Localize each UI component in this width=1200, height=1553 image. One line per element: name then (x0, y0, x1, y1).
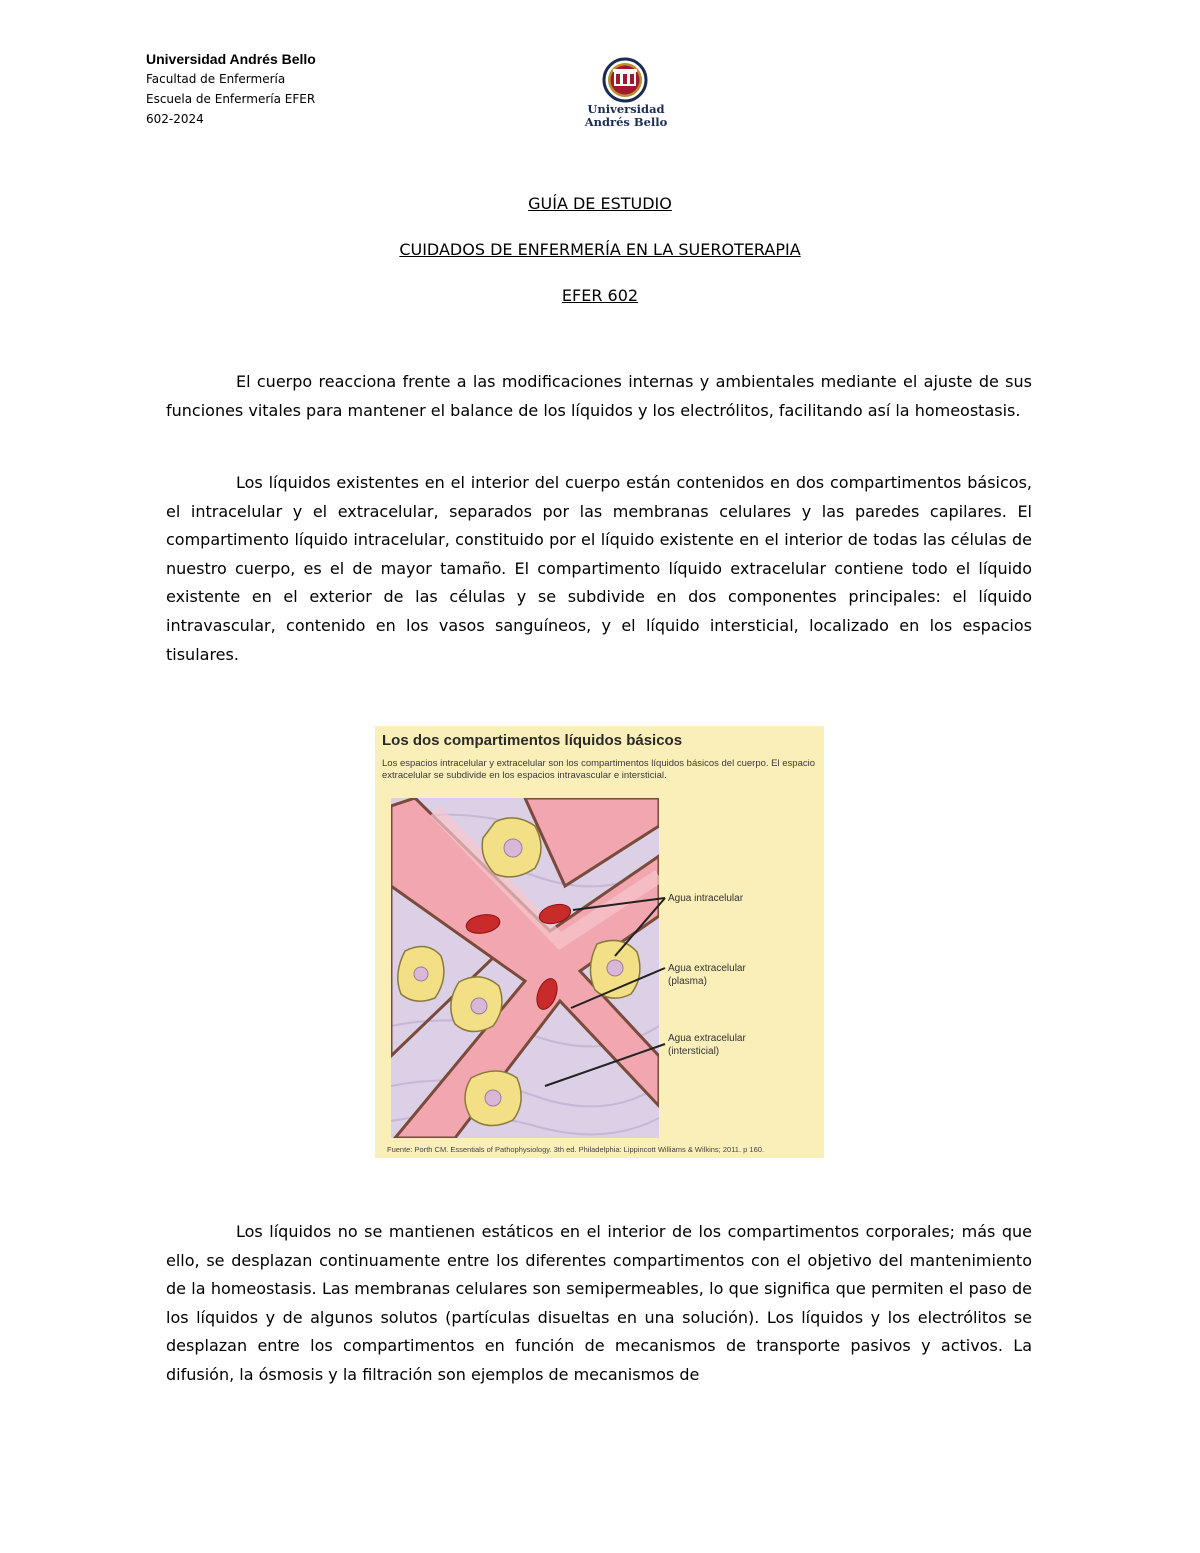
document-subtitle: CUIDADOS DE ENFERMERÍA EN LA SUEROTERAPIA (399, 240, 801, 259)
compartments-illustration (375, 726, 824, 1158)
university-logo (583, 54, 673, 140)
course-code: 602-2024 (146, 112, 204, 126)
logo-text-line1: Universidad (587, 102, 665, 116)
compartments-figure (375, 726, 824, 1158)
paragraph-1: El cuerpo reacciona frente a las modificaciones internas y ambientales mediante el ajuste de sus funciones vitales para mantener el balance de los líquidos y los electrólitos, facilitando así la homeostasis. (166, 372, 1032, 420)
label-interstitial-line1: Agua extracelular (668, 1033, 746, 1044)
paragraph-3: Los líquidos no se mantienen estáticos en el interior de los compartimentos corporales; más que ello, se desplazan continuamente entre los diferentes compartimentos con el objetivo del mantenimiento de la homeostasis. Las membranas celulares son semipermeables, lo que significa que permiten el paso de los líquidos y de algunos solutos (partículas disueltas en una solución). Los líquidos y los electrólitos se desplazan entre los compartimentos en función de mecanismos de transporte pasivos y activos. La difusión, la ósmosis y la filtración son ejemplos de mecanismos de (166, 1222, 1032, 1384)
figure-caption: Los espacios intracelular y extracelular son los compartimentos líquidos básicos del cuerpo. El espacio extracelular se subdivide en los espacios intravascular e intersticial. (382, 758, 815, 781)
paragraph-2: Los líquidos existentes en el interior del cuerpo están contenidos en dos compartimentos básicos, el intracelular y el extracelular, separados por las membranas celulares y las paredes capilares. El compartimento líquido intracelular, constituido por el líquido existente en el interior de todas las células de nuestro cuerpo, es el de mayor tamaño. El compartimento líquido extracelular contiene todo el líquido existente en el exterior de las células y se subdivide en dos componentes principales: el líquido intravascular, contenido en los vasos sanguíneos, y el líquido intersticial, localizado en los espacios tisulares. (166, 473, 1032, 664)
school-name: Escuela de Enfermería EFER (146, 92, 316, 106)
logo-text-line2: Andrés Bello (584, 115, 668, 129)
document-title: GUÍA DE ESTUDIO (528, 194, 672, 213)
faculty-name: Facultad de Enfermería (146, 72, 286, 86)
institution-header (146, 50, 316, 129)
course-title: EFER 602 (561, 286, 639, 305)
figure-title: Los dos compartimentos líquidos básicos (382, 732, 683, 749)
institution-name: Universidad Andrés Bello (146, 51, 316, 67)
label-interstitial-line2: (intersticial) (668, 1046, 720, 1057)
label-plasma-line2: (plasma) (668, 976, 707, 987)
label-interstitial-water (668, 1032, 746, 1058)
figure-source: Fuente: Porth CM. Essentials of Pathophysiology. 3th ed. Philadelphia: Lippincott Williams & Wilkins; 2011. p 160. (387, 1145, 764, 1154)
label-plasma-line1: Agua extracelular (668, 963, 746, 974)
label-plasma-water (668, 962, 746, 988)
label-intracellular-water: Agua intracelular (668, 893, 744, 904)
